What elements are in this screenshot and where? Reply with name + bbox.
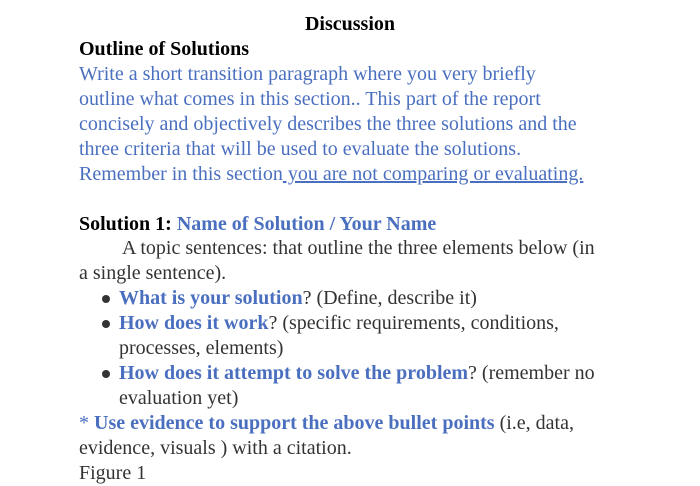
bullet-rest: ? (remember no [468,362,595,384]
bullet-line [119,361,690,386]
intro-paragraph [79,62,679,187]
topic-paragraph [79,236,679,286]
bullet-line [119,311,690,336]
bullet-list [100,286,690,411]
intro-underlined-text: you are not comparing or evaluating. [282,163,584,185]
bullet-bold: How does it attempt to solve the problem [119,362,469,384]
evidence-bold: Use evidence to support the above bullet points [94,412,495,434]
intro-line [79,162,679,187]
intro-line: three criteria that will be used to evaluate the solutions. [79,138,522,160]
bullet-rest: ? (Define, describe it) [302,287,477,309]
topic-line: a single sentence). [79,262,227,284]
evidence-note [79,411,689,461]
solution-name: Name of Solution / Your Name [176,213,437,235]
bullet-item [100,361,690,411]
evidence-line: evidence, visuals ) with a citation. [79,437,352,459]
evidence-rest: (i.e, data, [494,412,574,434]
topic-line: A topic sentences: that outline the three elements below (in [122,237,595,259]
bullet-bold: What is your solution [119,287,303,309]
solution-title [79,211,436,237]
intro-line: Write a short transition paragraph where you very briefly [79,63,536,85]
bullet-dot-icon [102,370,110,378]
intro-line: outline what comes in this section.. This part of the report [79,88,541,110]
bullet-bold: How does it work [119,312,269,334]
bullet-line: processes, elements) [119,337,284,359]
section-subheading: Outline of Solutions [79,38,250,60]
bullet-item [100,311,690,361]
bullet-line [119,286,690,311]
bullet-dot-icon [102,320,110,328]
bullet-item [100,286,690,311]
intro-line: concisely and objectively describes the three solutions and the [79,113,577,135]
bullet-line: evaluation yet) [119,387,239,409]
evidence-line [79,411,689,436]
page-heading: Discussion [304,13,396,35]
intro-reminder-text: Remember in this section [79,163,283,185]
evidence-asterisk: * [79,412,94,434]
bullet-dot-icon [102,295,110,303]
bullet-rest: ? (specific requirements, conditions, [268,312,559,334]
solution-label: Solution 1: [79,213,177,235]
figure-caption-cutoff: Figure 1 [79,462,147,484]
